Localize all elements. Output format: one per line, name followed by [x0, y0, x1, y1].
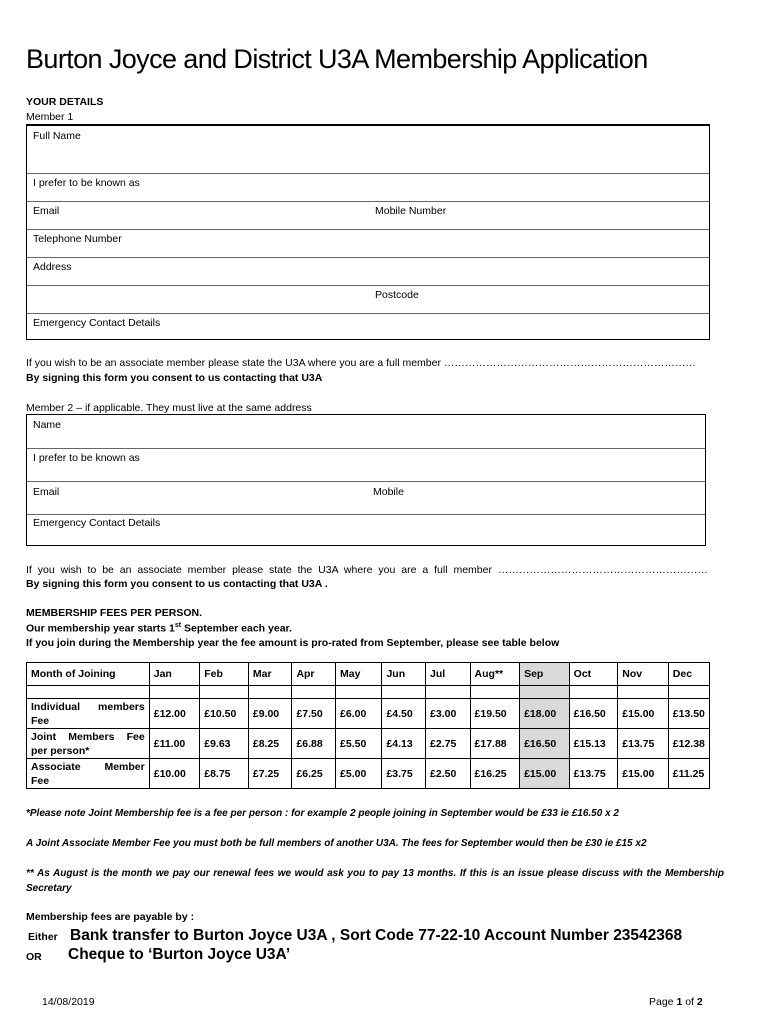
- mobile-label: Mobile Number: [375, 205, 447, 217]
- month-header: Jun: [382, 663, 426, 686]
- fee-cell: £8.25: [248, 729, 292, 759]
- fee-cell: £6.88: [292, 729, 336, 759]
- name-label: Name: [33, 419, 62, 431]
- either-label: Either: [28, 931, 58, 943]
- address-label: Address: [33, 261, 72, 273]
- fee-cell: £15.00: [520, 759, 570, 789]
- fee-cell: £19.50: [470, 699, 520, 729]
- fee-row-label: Joint Members Fee per person*: [27, 729, 150, 759]
- fee-cell: £9.00: [248, 699, 292, 729]
- fee-cell: £17.88: [470, 729, 520, 759]
- bank-transfer-details: Bank transfer to Burton Joyce U3A , Sort Code 77-22-10 Account Number 23542368: [70, 927, 683, 944]
- associate-statement-1: If you wish to be an associate member please state the U3A where you are a full member ………………………………………………………………: [26, 357, 696, 369]
- month-header: Aug**: [470, 663, 520, 686]
- member1-known-as-field[interactable]: [27, 174, 709, 202]
- email-label: Email: [33, 205, 60, 217]
- month-of-joining-header: Month of Joining: [27, 663, 150, 686]
- month-header: Jan: [149, 663, 200, 686]
- fee-cell: £13.50: [668, 699, 709, 729]
- member2-label: Member 2 – if applicable. They must live at the same address: [26, 402, 312, 414]
- associate-fee-note: A Joint Associate Member Fee you must both be full members of another U3A. The fees for September would then be £30 ie £15 x2: [26, 838, 647, 849]
- fee-cell: £16.50: [569, 699, 618, 729]
- fee-cell: £10.50: [200, 699, 249, 729]
- footer-date: 14/08/2019: [42, 996, 95, 1008]
- member2-name-field[interactable]: [27, 415, 705, 449]
- member1-form: [26, 124, 710, 340]
- fee-cell: £10.00: [149, 759, 200, 789]
- prorata-note: If you join during the Membership year the fee amount is pro-rated from September, please see table below: [26, 637, 560, 649]
- table-row: [27, 699, 710, 729]
- fee-cell: £13.75: [569, 759, 618, 789]
- fee-cell: £5.00: [336, 759, 382, 789]
- email-label: Email: [33, 486, 60, 498]
- fee-cell: £6.00: [336, 699, 382, 729]
- fee-row-label: Associate Member Fee: [27, 759, 150, 789]
- month-header: May: [336, 663, 382, 686]
- fee-cell: £6.25: [292, 759, 336, 789]
- fee-cell: £3.75: [382, 759, 426, 789]
- fee-cell: £7.50: [292, 699, 336, 729]
- fee-cell: £4.50: [382, 699, 426, 729]
- month-header: Apr: [292, 663, 336, 686]
- member1-full-name-field[interactable]: [27, 126, 709, 174]
- fee-cell: £9.63: [200, 729, 249, 759]
- fee-cell: £2.75: [426, 729, 471, 759]
- fee-cell: £12.00: [149, 699, 200, 729]
- month-header: Dec: [668, 663, 709, 686]
- known-as-label: I prefer to be known as: [33, 177, 140, 189]
- fee-cell: £4.13: [382, 729, 426, 759]
- fee-cell: £15.00: [618, 759, 669, 789]
- month-header: Mar: [248, 663, 292, 686]
- fee-cell: £7.25: [248, 759, 292, 789]
- month-header: Nov: [618, 663, 669, 686]
- postcode-label: Postcode: [375, 289, 419, 301]
- table-row: [27, 759, 710, 789]
- member2-email-mobile-row: [27, 482, 705, 515]
- august-fee-note: ** As August is the month we pay our renewal fees we would ask you to pay 13 months. If this is an issue please discuss with the Membership Secretary: [26, 868, 724, 894]
- fee-cell: £15.00: [618, 699, 669, 729]
- month-header: Feb: [200, 663, 249, 686]
- fee-cell: £8.75: [200, 759, 249, 789]
- table-row: [27, 729, 710, 759]
- fee-cell: £2.50: [426, 759, 471, 789]
- month-header: Jul: [426, 663, 471, 686]
- month-header: Oct: [569, 663, 618, 686]
- fees-heading: MEMBERSHIP FEES PER PERSON.: [26, 607, 203, 619]
- consent-statement-2: By signing this form you consent to us contacting that U3A .: [26, 578, 328, 590]
- fee-cell: £15.13: [569, 729, 618, 759]
- fee-cell: £16.50: [520, 729, 570, 759]
- payment-heading: Membership fees are payable by :: [26, 911, 195, 923]
- fee-cell: £11.25: [668, 759, 709, 789]
- full-name-label: Full Name: [33, 130, 81, 142]
- fee-cell: £12.38: [668, 729, 709, 759]
- or-label: OR: [26, 951, 42, 963]
- member1-emergency-field[interactable]: [27, 314, 709, 341]
- member1-email-mobile-row: [27, 202, 709, 230]
- fee-table-header-row: [27, 663, 710, 686]
- member1-label: Member 1: [26, 111, 74, 123]
- fee-cell: £11.00: [149, 729, 200, 759]
- emergency-label: Emergency Contact Details: [33, 517, 161, 529]
- page-title: Burton Joyce and District U3A Membership Application: [26, 44, 648, 74]
- fee-cell: £5.50: [336, 729, 382, 759]
- fee-cell: £13.75: [618, 729, 669, 759]
- fee-cell: £3.00: [426, 699, 471, 729]
- member2-known-as-field[interactable]: [27, 449, 705, 482]
- cheque-details: Cheque to ‘Burton Joyce U3A’: [68, 946, 291, 963]
- member1-telephone-field[interactable]: [27, 230, 709, 258]
- member2-emergency-field[interactable]: [27, 515, 705, 546]
- consent-statement-1: By signing this form you consent to us contacting that U3A: [26, 372, 323, 384]
- membership-year-start: Our membership year starts 1st September each year.: [26, 622, 292, 635]
- fee-table-spacer-row: [27, 686, 710, 699]
- month-header: Sep: [520, 663, 570, 686]
- fee-cell: £18.00: [520, 699, 570, 729]
- joint-fee-note: *Please note Joint Membership fee is a fee per person : for example 2 people joining in September would be £33 ie £16.50 x 2: [26, 808, 619, 819]
- member1-postcode-row[interactable]: [27, 286, 709, 314]
- known-as-label: I prefer to be known as: [33, 452, 140, 464]
- your-details-heading: YOUR DETAILS: [26, 96, 104, 108]
- fee-cell: £16.25: [470, 759, 520, 789]
- emergency-label: Emergency Contact Details: [33, 317, 161, 329]
- member1-address-field[interactable]: [27, 258, 709, 286]
- fee-table: [26, 662, 710, 789]
- telephone-label: Telephone Number: [33, 233, 122, 245]
- fee-row-label: Individual members Fee: [27, 699, 150, 729]
- mobile-label: Mobile: [373, 486, 404, 498]
- page-number: Page 1 of 2: [649, 996, 703, 1008]
- member2-form: [26, 414, 706, 546]
- associate-statement-2: If you wish to be an associate member please state the U3A where you are a full member ……………………………………………………: [26, 564, 708, 576]
